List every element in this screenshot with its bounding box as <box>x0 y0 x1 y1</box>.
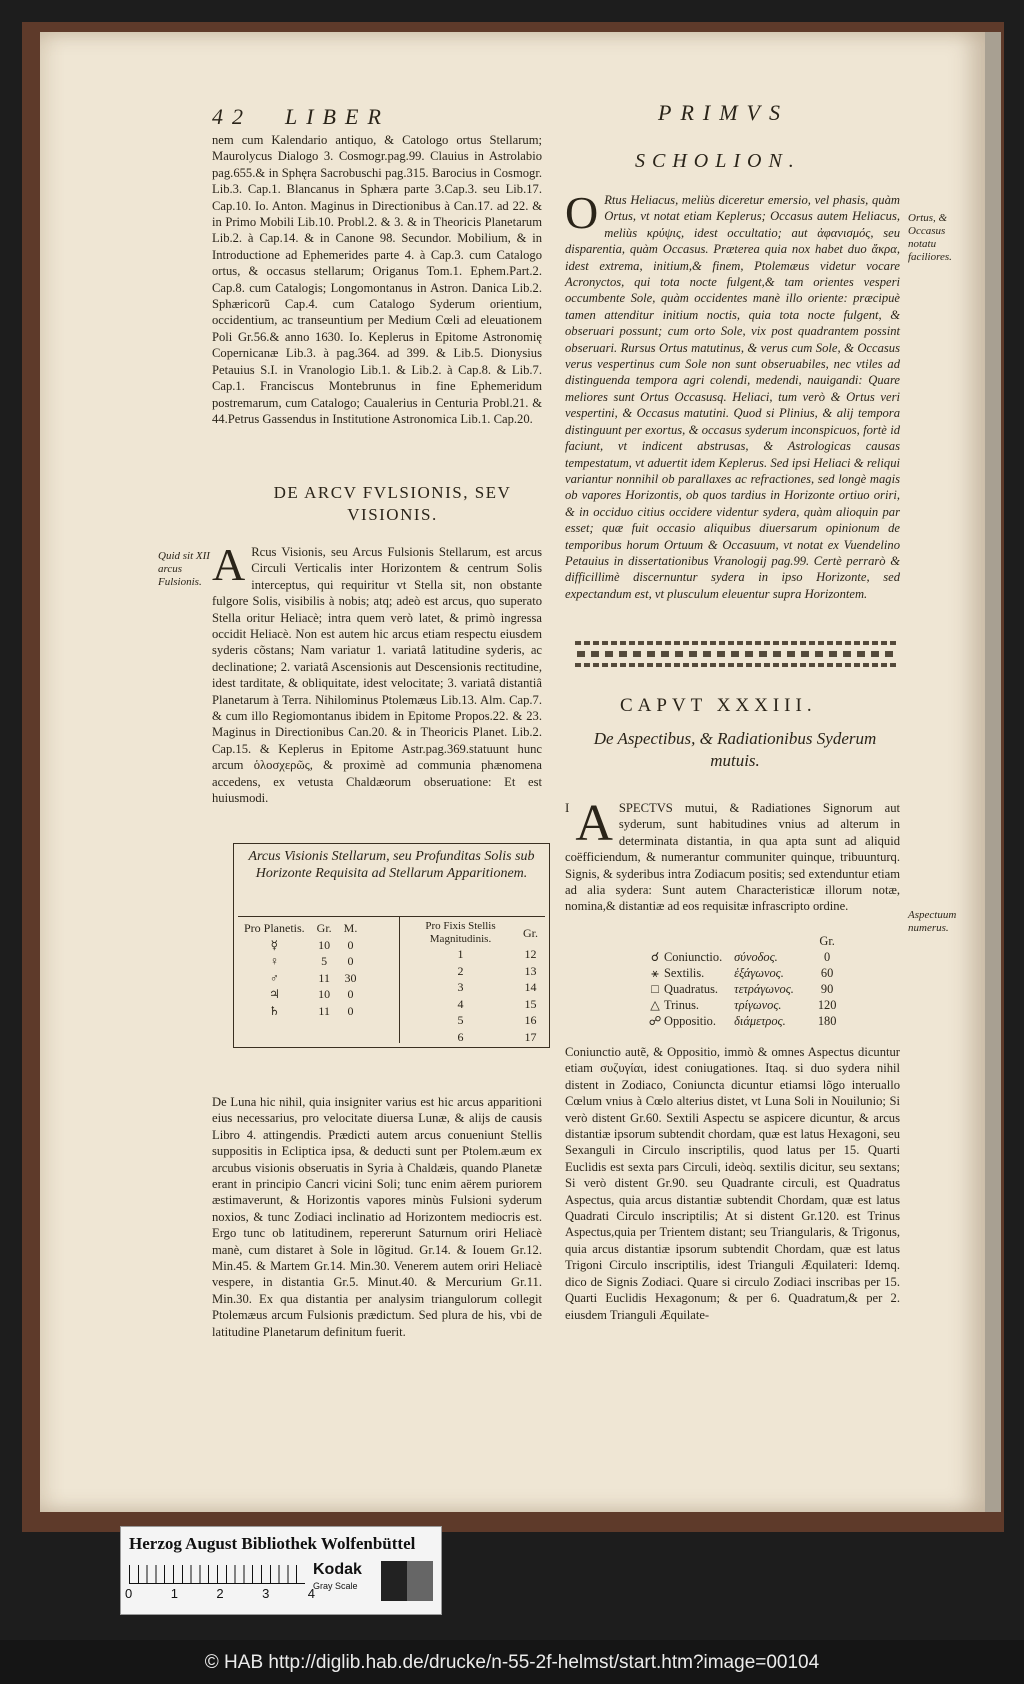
header-fixed-gr: Gr. <box>523 925 538 940</box>
table-row <box>404 946 544 963</box>
section-paragraph: Rcus Visionis, seu Arcus Fulsionis Stellarum, est arcus Circuli Verticalis inter Horizontem & centrum Solis interceptus, qui requiritur vt Stella sit, non obstante fulgore Solis, visibilis à nobis; atq; adeò est arcus, quo superato Stella oritur Heliacè; intra quem verò latet, & primò ingressa occidit Heliacè. Non est autem hic arcus etiam respectu eiusdem syderis cõstans; Nam variatur 1. variatâ latitudine syderis, ac declinatione; 2. variatâ Ascensionis aut Descensionis rectitudine, idest tarditate, & obliquitate, idest velocitate; 3. variatâ distantiâ Planetarum à Terra. Nihilominus Ptolemæus Lib.13. Alm. Cap.7. & cum illo Regiomontanus ibidem in Epitome Propos.22. & 23. Maginus in Directionibus Can.20. & in Theoricis Planet. Lib.2. Cap.15. & Keplerus in Epitome Astr.pag.369.statuunt hunc arcum ὁλοσχερῶς, & proximè ad communia phænomena accedens, ex vetusta Chaldæorum obseruatione: Et est huiusmodi. <box>212 545 542 806</box>
intro-paragraph: nem cum Kalendario antiquo, & Catologo ortus Stellarum; Maurolycus Dialogo 3. Cosmogr.pag.99. Clauius in Astrolabio pag.655.& in Sphęra Sacrobuschi pag.315. Barocius in Cosmogr. Lib.3. Cap.1. Blancanus in Sphæra parte 3.Cap.3. seu Lib.17. Cap.10. Io. Anton. Maginus in Directionibus à Can.17. ad 22. & in Primo Mobili Lib.10. Probl.2. & 3. & in Theoricis Planetarum Lib.2. à Cap.14. & in Canone 98. Secundor. Mobilium, & in Introductione ad Ephemerides parte 4. à Cap.3. cum Catalogo ortus, & occasus stellarum; Origanus Tom.1. Ephem.Part.2. Cap.8. cum Catalogis; Longomontanus in Astron. Danica Lib.2. Sphæricorũ Cap.4. cum Catalogo Syderum orientium, occidentium, ac transeuntium per Medium Cœli ad eleuationem Poli Gr.56.& anno 1630. Io. Keplerus in Epitome Astronomię Copernicanæ Lib.3. à pag.364. ad 399. & Lib.5. Dionysius Petauius S.I. in Vranologio Lib.1. & Lib.2. à Cap.8. & Lib.7. Cap.1. Franciscus Montebrunus in fine Ephemeridum postremarum, cum Catalogo; Caualerius in Centuria Probl.21. & 44.Petrus Gassendus in Institutione Astronomica Lib.1. Cap.20. <box>212 133 542 426</box>
cell-gr: 16 <box>524 1013 537 1027</box>
margin-note-ortus: Ortus, & Occasus notatu faciliores. <box>908 212 952 263</box>
running-head-left: LIBER <box>285 104 390 129</box>
book-page <box>40 32 985 1512</box>
running-head-right: PRIMVS <box>658 100 789 125</box>
table-row <box>404 1012 544 1029</box>
section-title: DE ARCV FVLSIONIS, SEV VISIONIS. <box>273 483 512 524</box>
margin-note-arcus: Quid sit XII arcus Fulsionis. <box>158 550 210 588</box>
cell-gr: 11 <box>318 1003 330 1018</box>
ruler-number: 0 <box>125 1586 133 1601</box>
mars-symbol: ♂ <box>269 970 279 985</box>
table-row <box>404 1029 544 1046</box>
page-number: 42 <box>212 104 252 129</box>
gray-swatch-dark <box>381 1561 407 1601</box>
aspect-gr: 90 <box>820 982 834 996</box>
fixed-stars-table <box>404 920 544 1045</box>
library-label-title: Herzog August Bibliothek Wolfenbüttel <box>129 1534 416 1553</box>
cell-mag: 6 <box>457 1029 464 1044</box>
cell-gr: 10 <box>318 987 331 1001</box>
scholion-title: SCHOLION. <box>635 150 801 172</box>
table-row <box>640 997 842 1013</box>
aspect-name: Coniunctio. <box>664 950 723 964</box>
table-row <box>404 979 544 996</box>
aspect-name: Trinus. <box>664 998 700 1012</box>
aspect-name: Oppositio. <box>664 1014 716 1028</box>
saturn-symbol: ♄ <box>268 1003 280 1018</box>
trine-icon: △ <box>650 998 660 1012</box>
cell-m: 0 <box>347 954 354 968</box>
cell-mag: 2 <box>457 963 464 978</box>
cell-gr: 15 <box>524 996 537 1011</box>
venus-symbol: ♀ <box>269 954 279 968</box>
cell-gr: 13 <box>524 963 537 978</box>
ruler-scale <box>129 1565 305 1584</box>
aspect-greek: διάμετρος. <box>734 1014 786 1028</box>
section-dropcap: A <box>212 539 246 590</box>
closing-text <box>565 1044 900 1323</box>
table-row <box>640 949 842 965</box>
aspect-gr: 60 <box>820 966 834 980</box>
cell-gr: 11 <box>318 970 330 985</box>
aspect-gr: 120 <box>817 998 837 1012</box>
table-row <box>238 953 363 970</box>
ruler-number: 1 <box>170 1586 178 1601</box>
aspect-greek: τετράγωνος. <box>734 982 794 996</box>
caput-body <box>565 795 900 915</box>
ruler-numbers <box>125 1586 315 1601</box>
left-intro-text <box>212 132 542 427</box>
closing-paragraph: Coniunctio autẽ, & Oppositio, immò & omnes Aspectus dicuntur etiam συζυγίαι, idest coniugationes. Itaq. si duo sydera nihil distent in Zodiaco, Coniuncta dicuntur etiamsi lõgo interuallo Cœlum vnius à Cœlo alterius distet, vt Luna Soli in Nouilunio; Si verò distent Gr.60. Sextili Aspectu se aspicere dicuntur, & arcus distantiæ ipsorum subtendit chordam, quæ est latus Hexagoni, seu Sexanguli in Circulo inscriptilis, quod latus per 15. Quarti Euclidis est sexta pars Circuli, ideòq. sextilis dicitur, seu sextans; Si verò distent Gr.90. seu Quadrante circuli, est Quadratus Aspectus, quia arcus distantiæ subtendit Chordam, quæ est latus Quadrati Circulo inscriptilis; At si distent Gr.120. est Trinus Aspectus,quia per Trientem distant; seu Triangularis, & Trigonus, quia arcus distantiæ ipsorum subtendit Chordam, quæ est latus Trigoni Circulo inscriptilis, idest Trianguli Æquilateri: Idemq. dico de Signis Zodiaci. Quare si circulo Zodiaci inscribas per 15. Quarti Euclidis Hexagonum; & per 6. Quadratum,& per 2. eiusdem Trianguli Æquilate- <box>565 1045 900 1322</box>
cell-m: 30 <box>344 970 357 985</box>
table-row <box>640 965 842 981</box>
aspect-greek: τρίγωνος. <box>734 998 782 1012</box>
cell-mag: 4 <box>457 996 464 1011</box>
table-row <box>404 996 544 1013</box>
luna-text <box>212 1094 542 1340</box>
gray-scale-caption: Gray Scale <box>313 1581 358 1591</box>
luna-paragraph: De Luna hic nihil, quia insigniter varius est hic arcus apparitioni eius necessarius, pro velocitate diuersa Lunæ, & alijs de causis Libro 4. attingendis. Prædicti autem arcus conueniunt Stellis suppositis in Ecliptica ipsa, & deducti sunt per Ptolem.æum ex arcubus visionis obseruatis in Syria à Chaldæis, quando Planetæ erant in principio Cancri vicini Soli; tunc enim aërem puriorem æstimaverunt, & Horizontis vapores minùs Fulsioni syderum noxios, & tunc Zodiaci inclinatio ad Horizontem mediocris est. Ergo tunc ob latitudinem, repererunt Saturnum oriri Heliacè manè, cum distaret à Sole in lõgitud. Gr.14. & Iouem Gr.12. Min.45. & Martem Gr.14. Min.30. Venerem autem oriri Heliacè vespere, in distantia Gr.5. Minut.40. & Mercurium Gr.11. Min.30. Ex qua distantia per analysim triangulorum collegit Ptolemæus arcum Fulsionis prædictum. Sed plura de his, vbi de latitudine Planetarum definitum fuerit. <box>212 1095 542 1339</box>
table-title: Arcus Visionis Stellarum, seu Profunditas Solis sub Horizonte Requisita ad Stellarum Apparitionem. <box>248 849 535 881</box>
aspect-gr: 0 <box>824 950 831 964</box>
square-icon: □ <box>651 982 659 996</box>
table-row <box>238 986 363 1003</box>
footer-copyright: © HAB http://diglib.hab.de/drucke/n-55-2f-helmst/start.htm?image=00104 <box>204 1652 820 1673</box>
scholion-dropcap: O <box>565 187 599 238</box>
cell-gr: 14 <box>524 980 537 994</box>
aspect-name: Quadratus. <box>664 982 719 996</box>
ornament-divider <box>575 641 897 667</box>
cell-mag: 1 <box>457 947 464 961</box>
table-row <box>404 963 544 980</box>
table-row <box>238 937 363 954</box>
gray-swatch-mid <box>407 1561 433 1601</box>
cell-m: 0 <box>347 937 354 952</box>
aspects-header-row <box>640 933 842 949</box>
scholion-paragraph: Rtus Heliacus, meliùs diceretur emersio, vel phasis, quàm Ortus, vt notat etiam Keplerus; Occasus autem Heliacus, meliùs κρύψις, idest occultatio; aut ἀφανισμός, seu disparentia, quàm Occasus. Præterea quia nox habet duo ἄκρα, idest extrema, initium,& finem, Ptolemæus videtur vocare Acronyctos, qui tota nocte fulgent,& tam orientes vesperi occumbente Sole, quàm occidentes manè illo oriente: præcipuè tamen attenditur initium noctis, quia tota nocte fulgent, & obseruari possunt; cum orto Sole, vix post quadrantem possint obseruari. Rursus Ortus matutinus, & verus cum Sole, & Occasus verus vespertinus cum Sole non sunt obseruabiles, nec vtiles ad distinguenda tempora agri colendi, medendi, nauigandi: Quare meliores sunt Ortus Occasusq. Heliaci, tum verò & Ortus veri vespertini, & Occasus matutini. Quod si Plinius, & alij tempora distinguunt per exortus, & occasus syderum inconspicuos, fortè id faciunt, vt indicent abstrusas, & Astrologicas causas tempestatum, vt aduertit idem Keplerus. Sed ipsi Heliaci & reliqui variantur nonnihil ob parallaxes ac refractiones, sed longè magis ob vapores Horizontis, ob quos tardius in Horizonte ortiuo oriri, & in occiduo citius occidere videntur sydera, quàm alioquin par esset; quæ fuit occasio aliquibus diuersarum opinionum de temporibus horum Ortuum & Occasuum, vt notat ex Vuendelino Petauius in dissertationibus Vranologij pag.99. Certè perrarò & difficillimè discernuntur sydera in ipso Horizonte, sed expectandum est, vt plusculum eleuentur supra Horizontem. <box>565 193 900 601</box>
kodak-brand: Kodak <box>313 1561 362 1578</box>
cell-gr: 17 <box>524 1029 537 1044</box>
cell-m: 0 <box>347 1003 354 1018</box>
section-body <box>212 539 542 807</box>
mercury-symbol: ☿ <box>270 937 279 952</box>
cell-gr: 5 <box>321 954 328 968</box>
visibility-table <box>233 843 550 1048</box>
planets-header-row <box>238 920 363 937</box>
aspect-name: Sextilis. <box>664 966 705 980</box>
caput-title: CAPVT XXXIII. <box>620 695 817 716</box>
caput-paragraph: SPECTVS mutui, & Radiationes Signorum aut syderum, sunt habitudines vnius ad alterum in determinata distantia, in qua apta sunt ad aliquid coëfficiendum, & numerantur communiter quinque, tribuunturq. Signis, & syderibus intra Zodiacum positis; sed extenduntur etiam ad alia sydera: Sunt autem Characteristicæ illorum notæ, nomina,& distantiæ ad eos requisitæ infrascripto ordine. <box>565 801 900 914</box>
scholion-body <box>565 187 900 602</box>
aspects-table <box>640 933 842 1029</box>
jupiter-symbol: ♃ <box>268 987 280 1001</box>
fixed-header-row <box>404 920 544 946</box>
ruler-number: 3 <box>262 1586 270 1601</box>
opposition-icon: ☍ <box>648 1014 662 1028</box>
aspect-gr: 180 <box>817 1014 837 1028</box>
page-edge <box>985 32 1001 1512</box>
conjunction-icon: ☌ <box>650 950 660 964</box>
ruler-number: 4 <box>307 1586 315 1601</box>
caput-number: I <box>565 800 570 815</box>
table-row <box>238 1003 363 1020</box>
table-row <box>640 981 842 997</box>
planets-table <box>238 920 363 1019</box>
ruler-number: 2 <box>216 1586 224 1601</box>
cell-mag: 3 <box>457 980 464 994</box>
sextile-icon: ⚹ <box>651 966 659 980</box>
header-planets: Pro Planetis. <box>244 921 305 935</box>
table-row <box>640 1013 842 1029</box>
aspect-greek: ἑξάγωνος. <box>734 966 784 980</box>
aspects-header-gr: Gr. <box>819 934 835 948</box>
cell-gr: 10 <box>318 937 331 952</box>
table-column-divider <box>399 916 400 1043</box>
cell-mag: 5 <box>457 1013 464 1027</box>
caput-dropcap: A <box>575 795 613 852</box>
header-m: M. <box>343 921 358 935</box>
cell-m: 0 <box>347 987 354 1001</box>
cell-gr: 12 <box>524 947 537 961</box>
header-fixed: Pro Fixis Stellis Magnitudinis. <box>425 920 496 945</box>
table-row <box>238 970 363 987</box>
table-title-rule <box>238 916 545 917</box>
aspect-greek: σύνοδος. <box>734 950 778 964</box>
caput-subtitle: De Aspectibus, & Radiationibus Syderum mutuis. <box>593 729 877 770</box>
header-gr: Gr. <box>316 921 332 935</box>
margin-note-aspectuum: Aspectuum numerus. <box>908 909 957 934</box>
library-label <box>120 1526 442 1615</box>
